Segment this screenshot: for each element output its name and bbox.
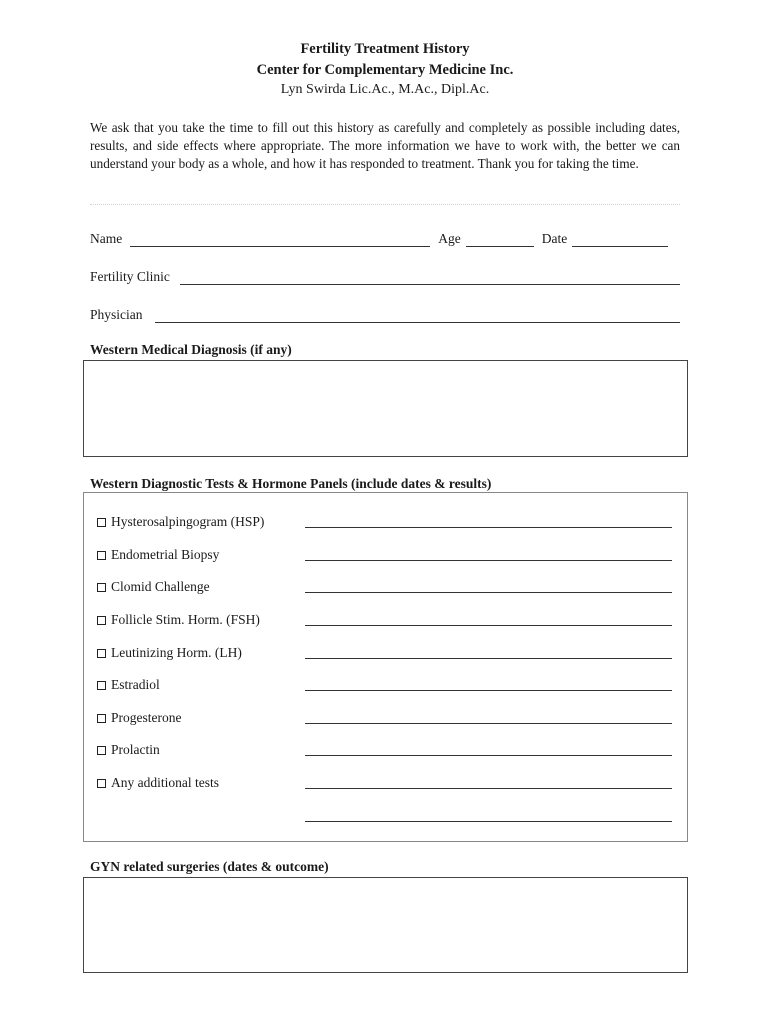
test-item[interactable] [97,578,210,596]
test-result-line[interactable] [305,625,672,626]
test-label: Estradiol [111,677,160,692]
physician-row [90,305,680,323]
test-label: Follicle Stim. Horm. (FSH) [111,612,260,627]
divider [90,204,680,205]
test-label: Endometrial Biopsy [111,547,220,562]
name-label: Name [90,231,123,246]
date-label: Date [541,231,568,246]
physician-label: Physician [90,307,143,322]
tests-heading: Western Diagnostic Tests & Hormone Panels (include dates & results) [90,476,492,491]
checkbox-icon[interactable] [97,681,106,690]
test-item[interactable] [97,546,219,564]
date-field[interactable] [572,232,668,247]
surgeries-heading: GYN related surgeries (dates & outcome) [90,859,329,874]
checkbox-icon[interactable] [97,518,106,527]
test-label: Prolactin [111,742,160,757]
test-result-line[interactable] [305,560,672,561]
test-item[interactable] [97,644,242,662]
test-label: Progesterone [111,710,182,725]
age-label: Age [438,231,461,246]
additional-result-line[interactable] [305,821,672,822]
test-result-line[interactable] [305,527,672,528]
organization-name: Center for Complementary Medicine Inc. [256,62,514,78]
test-item[interactable] [97,741,160,759]
test-result-line[interactable] [305,755,672,756]
checkbox-icon[interactable] [97,616,106,625]
test-item[interactable] [97,709,181,727]
name-field[interactable] [130,232,430,247]
test-result-line[interactable] [305,658,672,659]
test-result-line[interactable] [305,788,672,789]
form-title: Fertility Treatment History [300,41,470,57]
checkbox-icon[interactable] [97,779,106,788]
test-item[interactable] [97,513,264,531]
practitioner-name: Lyn Swirda Lic.Ac., M.Ac., Dipl.Ac. [280,82,490,97]
checkbox-icon[interactable] [97,649,106,658]
test-item[interactable] [97,611,260,629]
clinic-label: Fertility Clinic [90,269,170,284]
age-field[interactable] [466,232,534,247]
test-result-line[interactable] [305,723,672,724]
clinic-field[interactable] [180,270,680,285]
intro-paragraph: We ask that you take the time to fill out this history as carefully and completely as possible including dates, results, and side effects where appropriate. The more information we have to work with, the better we can understand your body as a whole, and how it has responded to treatment. Thank you for taking the time. [90,120,680,171]
surgeries-textarea[interactable] [83,877,688,973]
test-result-line[interactable] [305,690,672,691]
test-label: Hysterosalpingogram (HSP) [111,514,265,529]
name-age-date-row [90,229,680,247]
test-result-line[interactable] [305,592,672,593]
diagnosis-heading: Western Medical Diagnosis (if any) [90,342,292,357]
checkbox-icon[interactable] [97,583,106,592]
test-label: Any additional tests [111,775,219,790]
diagnosis-textarea[interactable] [83,360,688,457]
physician-field[interactable] [155,308,681,323]
test-item[interactable] [97,774,219,792]
checkbox-icon[interactable] [97,551,106,560]
clinic-row [90,267,680,285]
test-item[interactable] [97,676,160,694]
test-label: Leutinizing Horm. (LH) [111,645,242,660]
test-label: Clomid Challenge [111,579,210,594]
checkbox-icon[interactable] [97,714,106,723]
checkbox-icon[interactable] [97,746,106,755]
